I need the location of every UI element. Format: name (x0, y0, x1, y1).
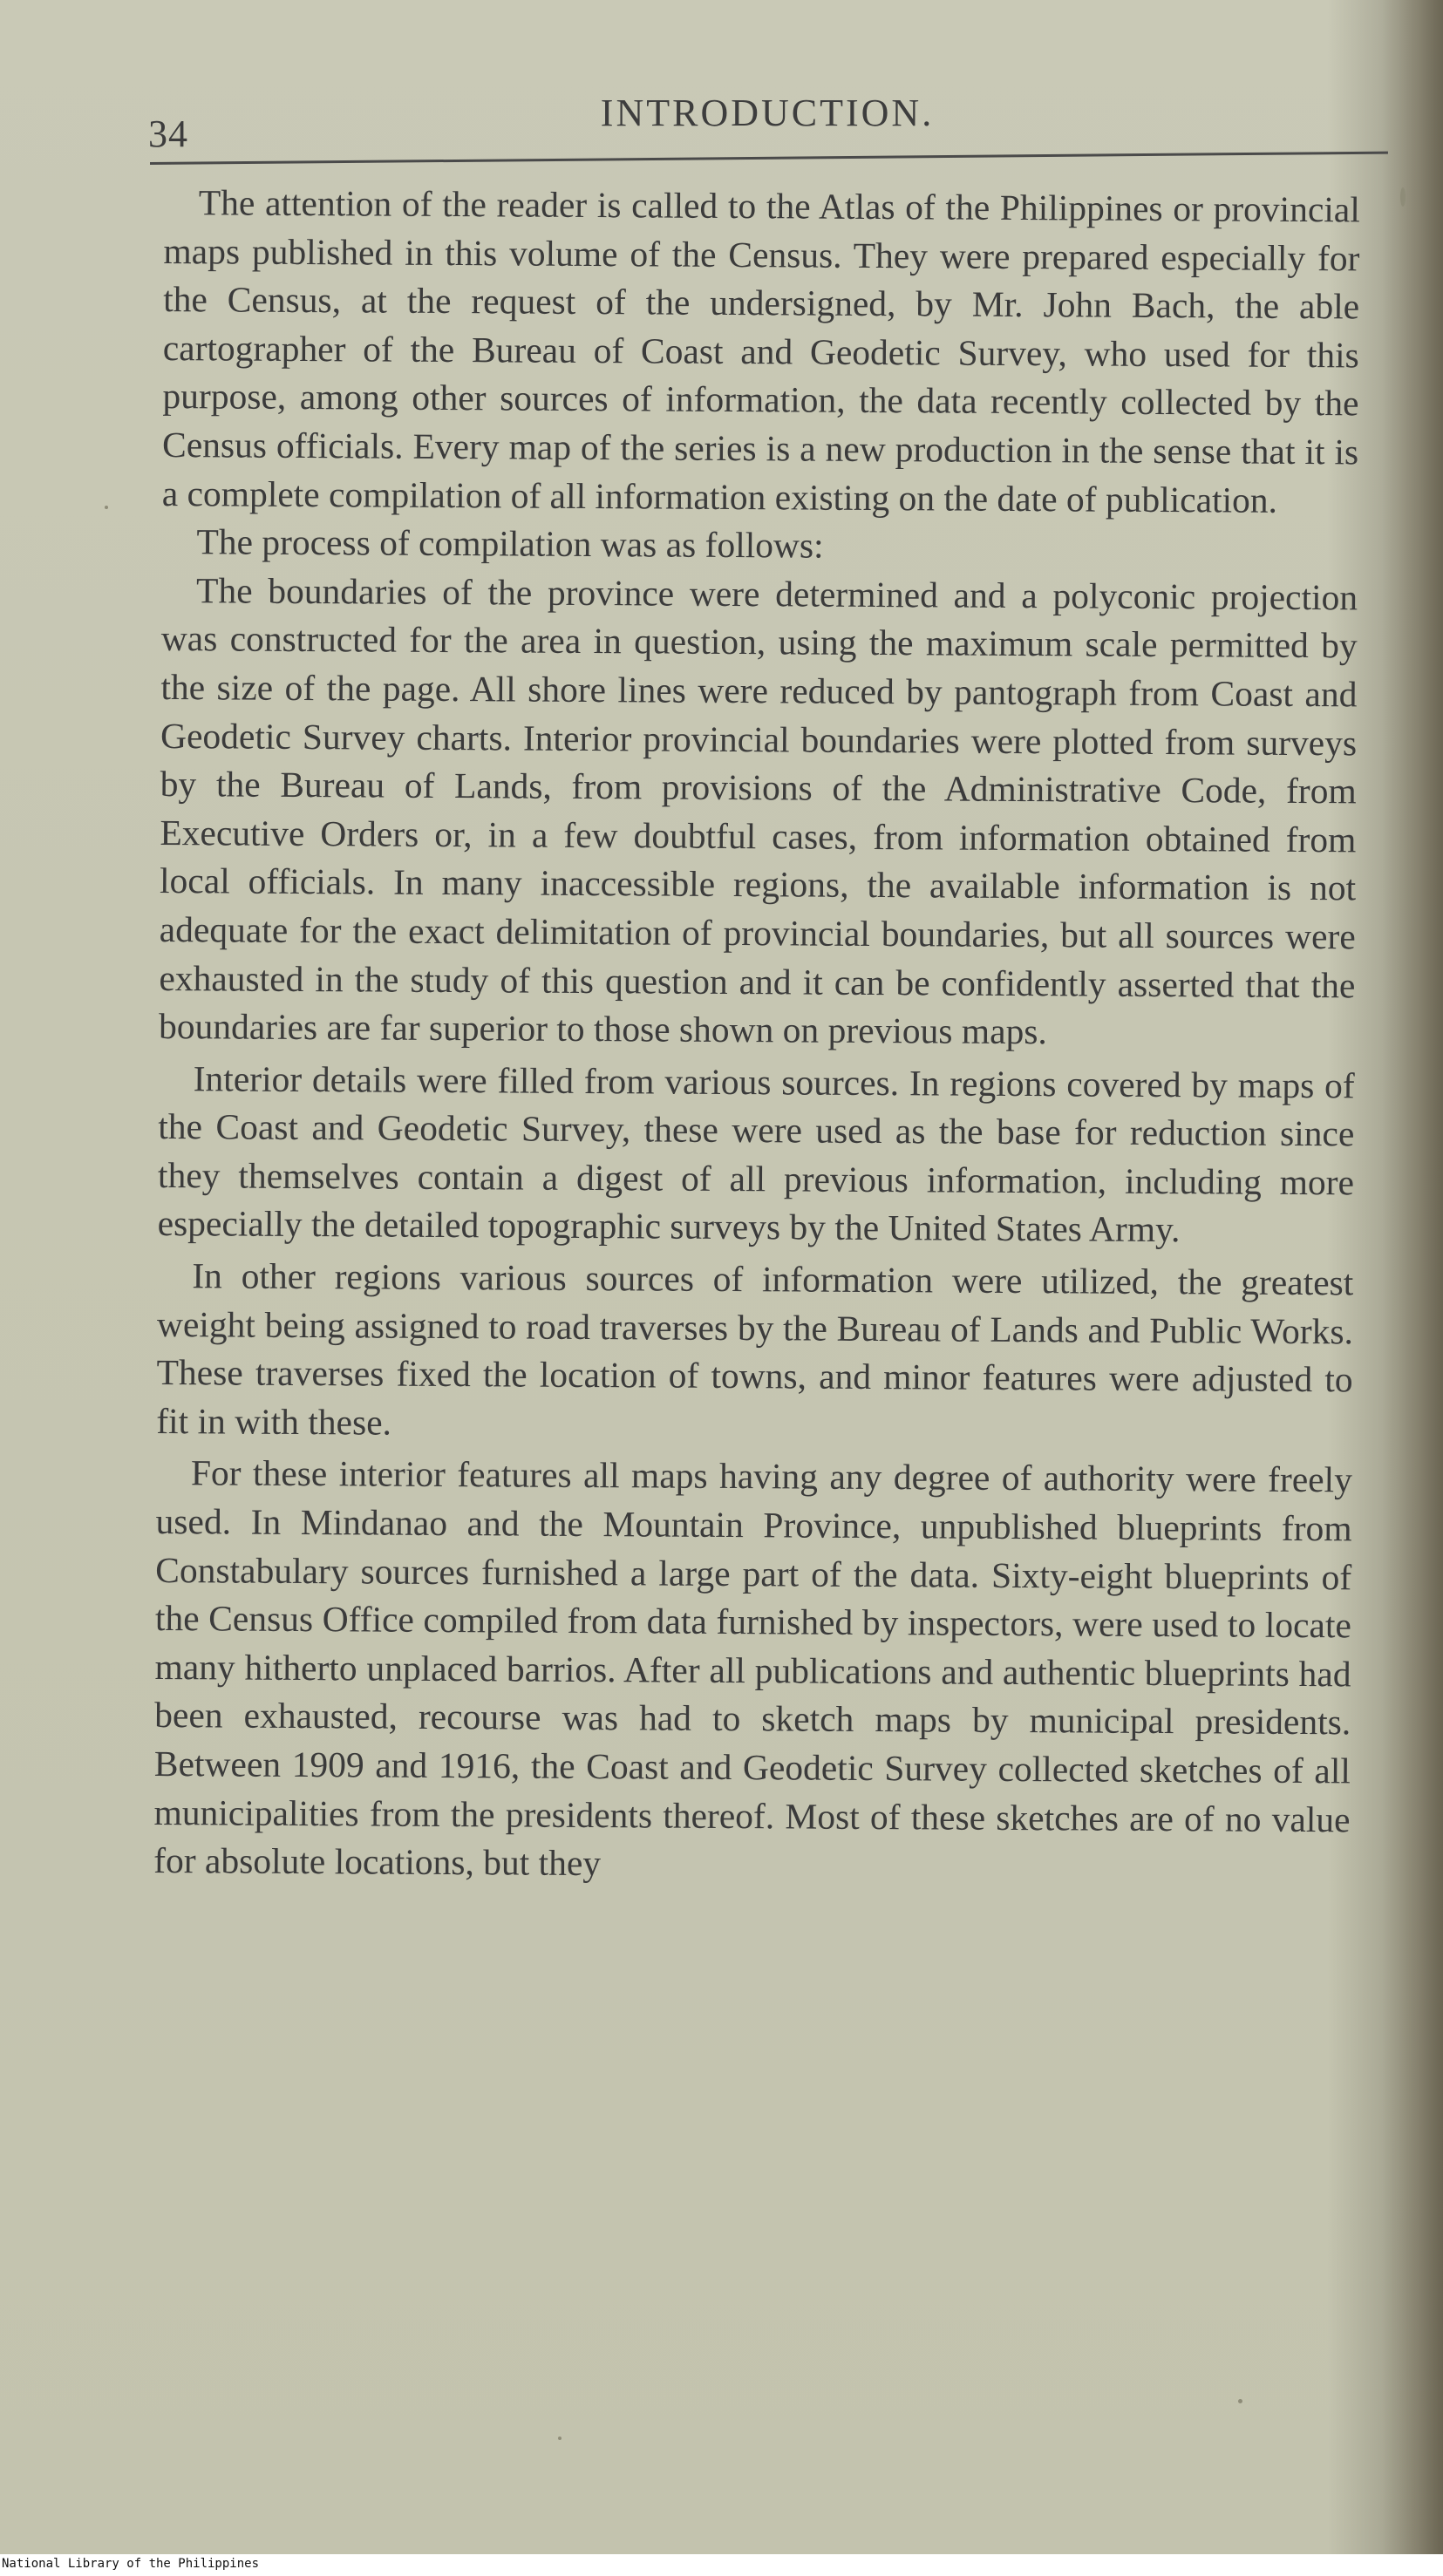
running-title: INTRODUCTION. (600, 92, 935, 134)
paper-speck (105, 506, 108, 509)
running-head (148, 87, 1386, 157)
page-number: 34 (148, 112, 188, 155)
binding-shadow (1382, 0, 1443, 2554)
paper-speck (1238, 2399, 1242, 2403)
paragraph-other-regions: In other regions various sources of information were utilized, the greatest weight being assigned to road traverses by the Bureau of Lands and Public Works. These traverses fixed the location of towns, and minor features were adjusted to fit in with these. (156, 1255, 1354, 1443)
paragraph-interior-features: For these interior features all maps having any degree of authority were freely used. In Mindanao and the Mountain Province, unpublished blueprints from Constabulary sources furnished a large part of the data. Sixty-eight blueprints of the Census Office compiled from data furnished by inspectors, were used to locate many hitherto unplaced barrios. After all publications and authentic blueprints had been exhausted, recourse was had to sketch maps by municipal presidents. Between 1909 and 1916, the Coast and Geodetic Survey collected sketches of all municipalities from the presidents thereof. Most of these sketches are of no value for absolute locations, but they (153, 1452, 1353, 1884)
paper-speck (1400, 187, 1406, 207)
paragraph-atlas-intro: The attention of the reader is called to the Atlas of the Philippines or provincial maps published in this volume of the Census. They were prepared especially for the Census, at the request of the undersigned, by Mr. John Bach, the able cartographer of the Bureau of Coast and Geodetic Survey, who used for this purpose, among other sources of information, the data recently collected by the Census officials. Every map of the series is a new production in the sense that it is a complete compilation of all information existing on the date of publication. (161, 182, 1360, 520)
library-credit: National Library of the Philippines (2, 2557, 260, 2571)
paper-speck (558, 2437, 562, 2440)
body-text (153, 179, 1360, 1893)
paragraph-interior-details: Interior details were filled from various sources. In regions covered by maps of the Coast and Geodetic Survey, these were used as the base for reduction since they themselves contain a digest of all previous information, including more especially the detailed topographic surveys by the United States Army. (157, 1057, 1355, 1250)
paragraph-boundaries: The boundaries of the province were determined and a polyconic projection was constructed for the area in question, using the maximum scale permitted by the size of the page. All shore lines were reduced by pantograph from Coast and Geodetic Survey charts. Interior provincial boundaries were plotted from surveys by the Bureau of Lands, from provisions of the Administrative Code, from Executive Orders or, in a few doubtful cases, from information obtained from local officials. In many inaccessible regions, the available information is not adequate for the exact delimitation of provincial boundaries, but all sources were exhausted in the study of this question and it can be confidently asserted that the boundaries are far superior to those shown on previous maps. (158, 569, 1358, 1052)
paragraph-process: The process of compilation was as follows: (196, 521, 824, 566)
